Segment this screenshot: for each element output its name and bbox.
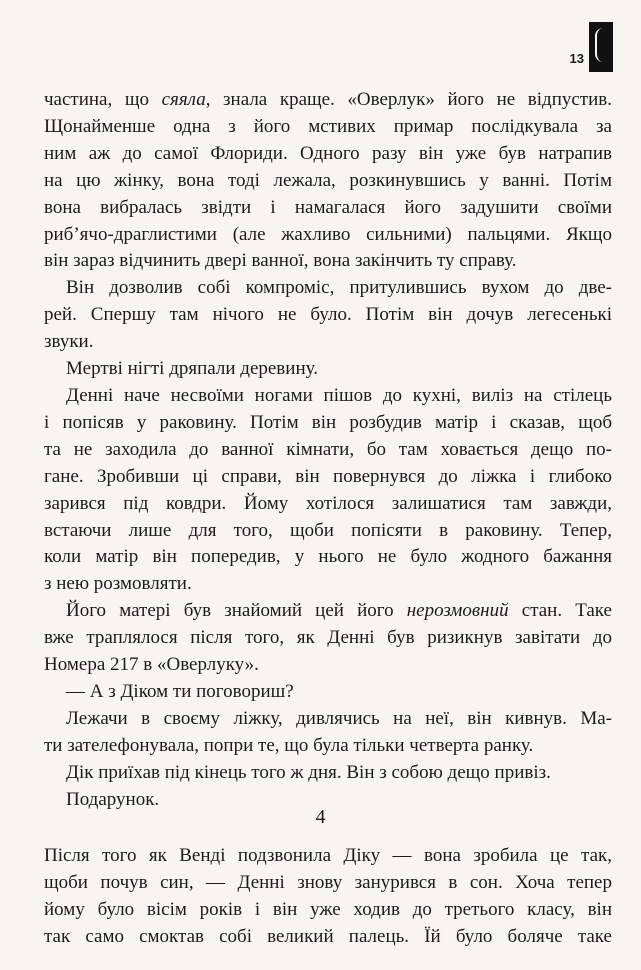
page-header (558, 22, 641, 72)
thumb-tab-icon (589, 22, 613, 72)
chapter-number: 4 (315, 806, 326, 828)
text-line: — А з Діком ти поговориш? (66, 680, 294, 702)
text-line: щоби почув син, — Денні знову занурився в сон. Хоча тепер (44, 872, 612, 893)
text-line: вона вибралась звідти і намагалася його задушити своїми (44, 196, 612, 218)
text-line: коли матір він попередив, у нього не було жодного бажання (44, 546, 612, 568)
chapter-body-text (44, 842, 612, 950)
text-line: ним аж до самої Флориди. Одного разу він уже був натрапив (44, 142, 612, 164)
text-line: та не заходила до ванної кімнати, бо там ховається дещо по- (44, 438, 612, 460)
text-line: Номера 217 в «Оверлуку». (44, 654, 259, 676)
text-line: частина, що сяяла, знала краще. «Оверлук» його не відпустив. (44, 89, 612, 110)
text-line: Після того як Венді подзвонила Діку — вона зробила це так, (44, 845, 612, 866)
text-line: риб’ячо-драглистими (але жахливо сильними) пальцями. Якщо (44, 223, 612, 245)
text-line: Подарунок. (66, 788, 160, 810)
text-line: Щонайменше одна з його мстивих примар послідкувала за (44, 115, 612, 137)
text-line: він зараз відчинить двері ванної, вона закінчить ту справу. (44, 250, 517, 272)
text-line: і попісяв у раковину. Потім він розбудив матір і сказав, щоб (44, 411, 612, 433)
text-line: Лежачи в своєму ліжку, дивлячись на неї, він кивнув. Ма- (66, 707, 612, 729)
text-line: Дік приїхав під кінець того ж дня. Він з собою дещо привіз. (66, 761, 551, 783)
text-line: Денні наче несвоїми ногами пішов до кухні, виліз на стілець (66, 384, 612, 406)
text-line: так само смоктав собі великий палець. Їй було боляче таке (44, 926, 612, 947)
body-text (44, 87, 612, 813)
text-line: Мертві нігті дряпали деревину. (66, 358, 318, 380)
text-line: Він дозволив собі компроміс, притулившись вухом до две- (66, 277, 612, 299)
text-line: ти зателефонувала, попри те, що була тільки четверта ранку. (44, 734, 534, 756)
text-line: Його матері був знайомий цей його нерозмовний стан. Таке (66, 600, 612, 622)
text-line: встаючи лише для того, щоби попісяти в раковину. Тепер, (44, 519, 612, 541)
text-line: гане. Зробивши ці справи, він повернувся до ліжка і глибоко (44, 465, 612, 487)
text-line: йому було вісім років і він уже ходив до третього класу, він (44, 899, 612, 920)
text-line: на цю жінку, вона тоді лежала, розкинувшись у ванні. Потім (44, 169, 612, 191)
text-line: зарився під ковдри. Йому хотілося залишатися там завжди, (44, 492, 612, 514)
text-line: вже траплялося після того, як Денні був ризикнув завітати до (44, 627, 612, 649)
text-line: звуки. (44, 331, 94, 353)
page-number: 13 (569, 51, 584, 66)
text-line: з нею розмовляти. (44, 573, 192, 595)
text-line: рей. Спершу там нічого не було. Потім він дочув легесенькі (44, 304, 612, 326)
